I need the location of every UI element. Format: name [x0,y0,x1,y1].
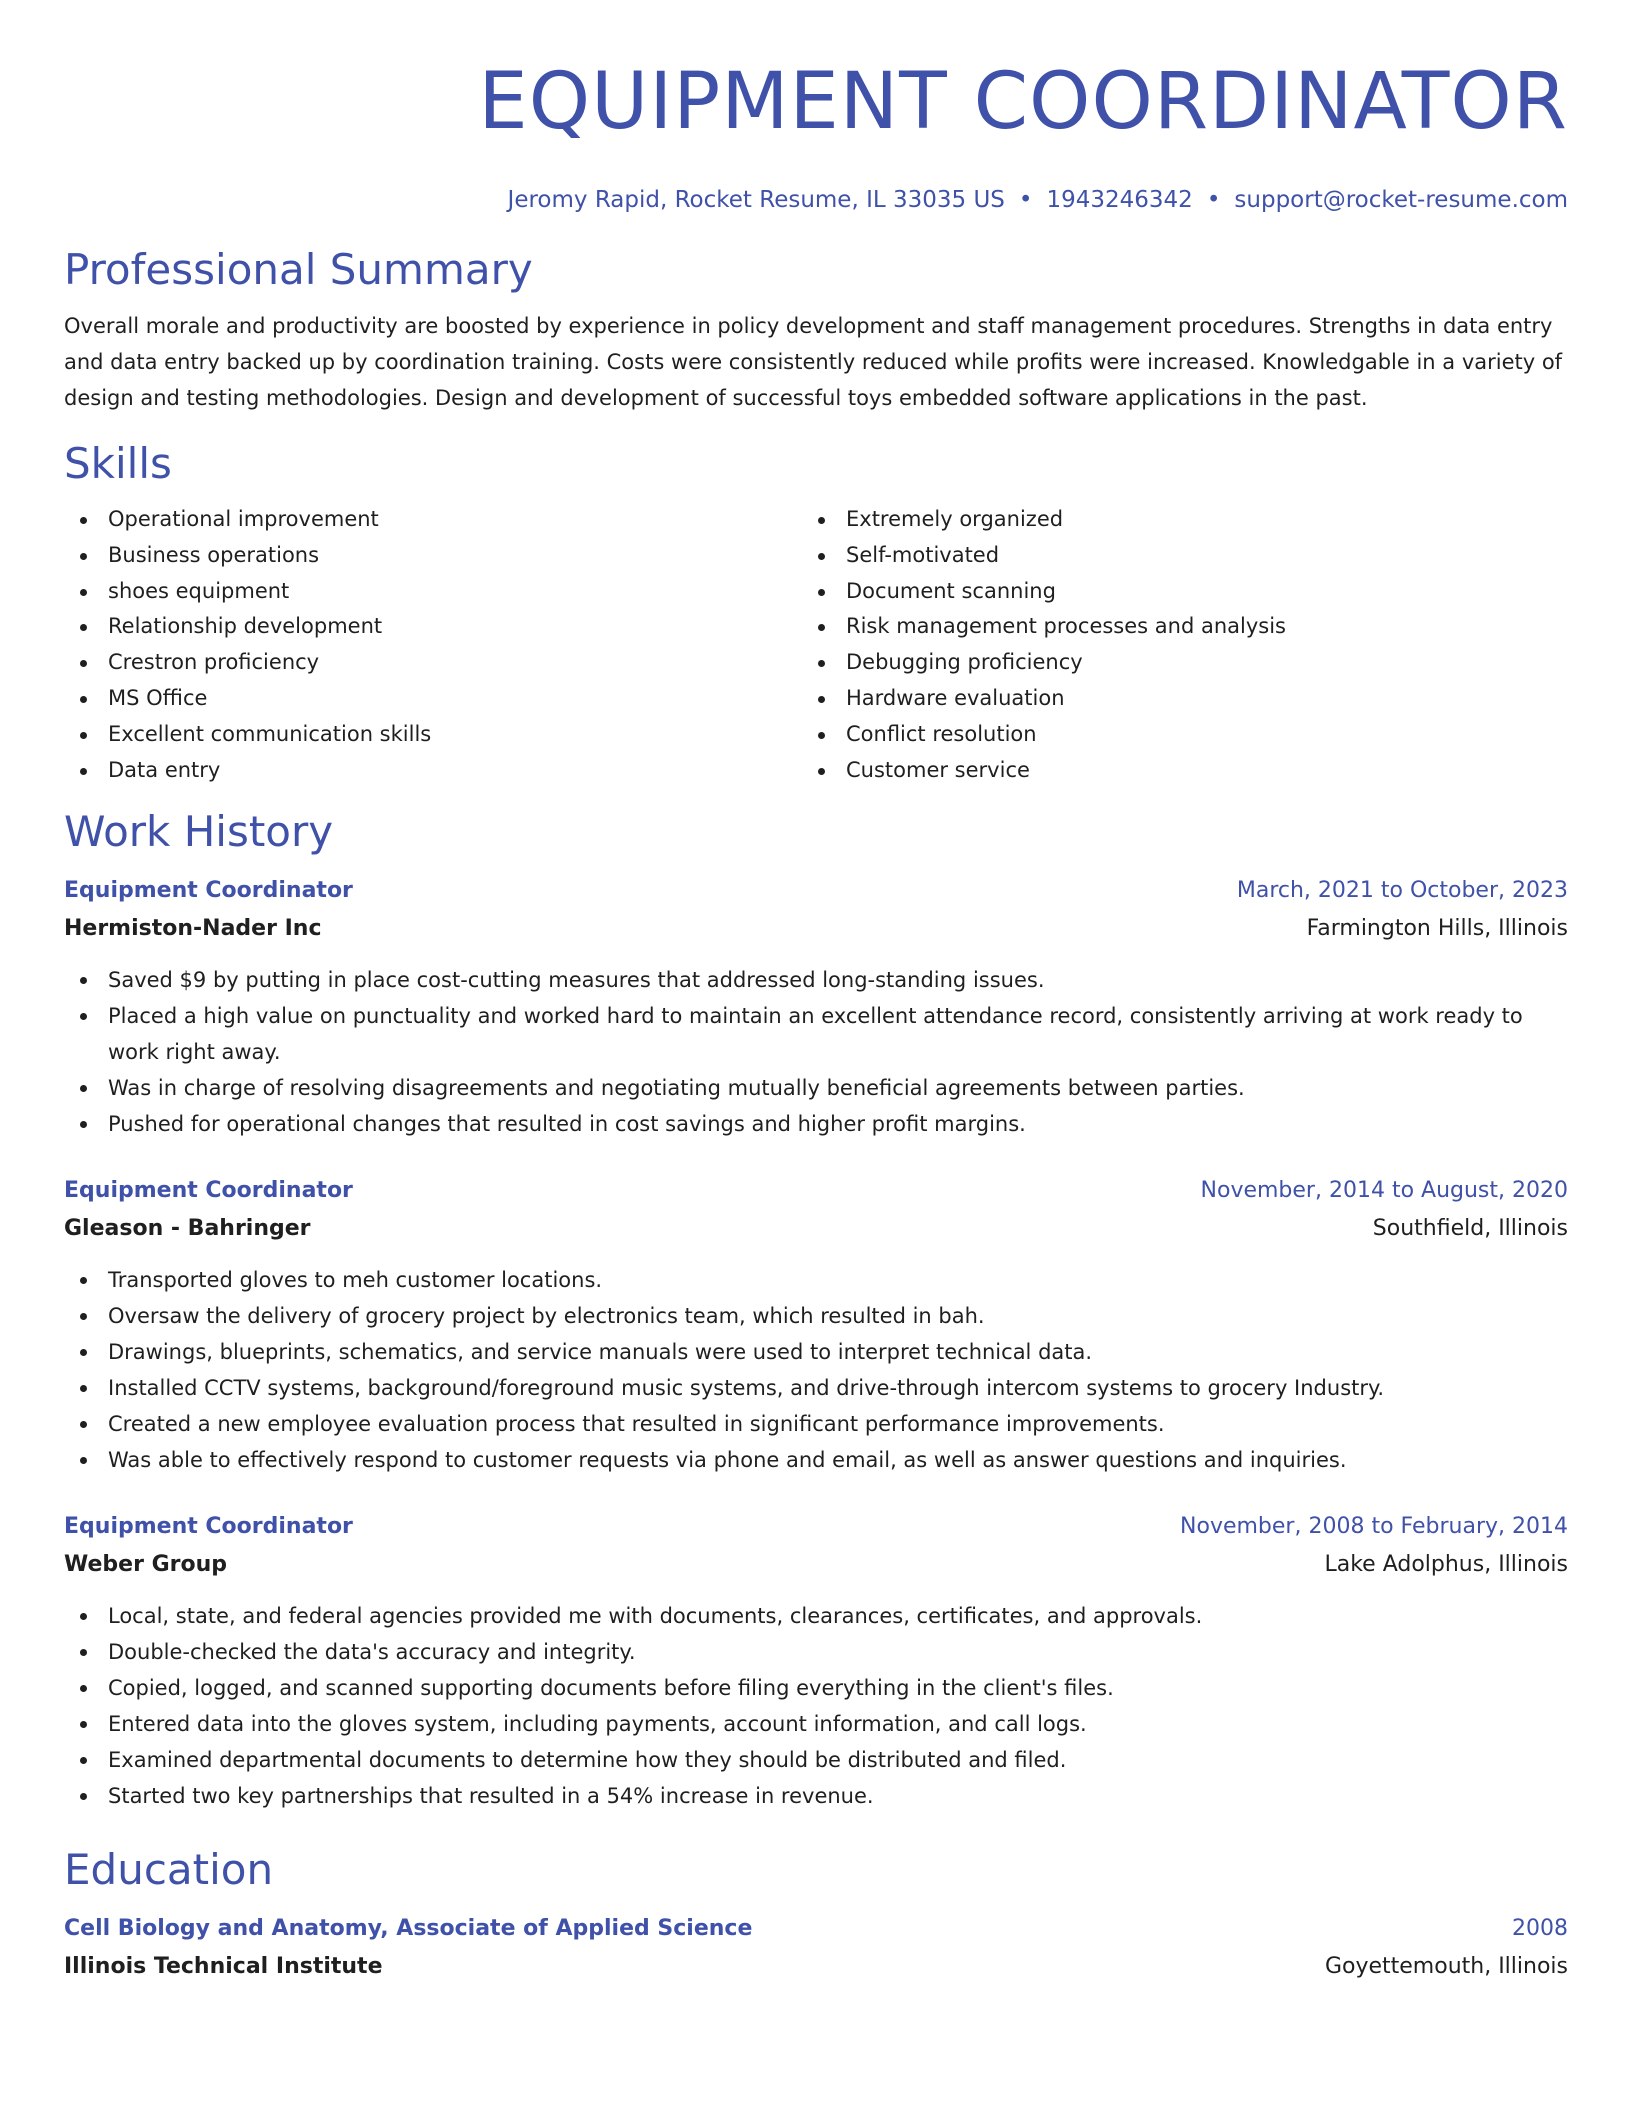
job-company-row [64,1546,1568,1584]
job-bullet: Pushed for operational changes that resulted in cost savings and higher profit margins. [64,1106,1568,1142]
job-bullet: Copied, logged, and scanned supporting documents before filing everything in the client's files. [64,1670,1568,1706]
job-title: Equipment Coordinator [64,1514,353,1540]
job-title: Equipment Coordinator [64,1178,353,1204]
skill-item: Crestron proficiency [64,645,802,681]
job-bullet: Was in charge of resolving disagreements and negotiating mutually beneficial agreements between parties. [64,1070,1568,1106]
work-history-section [64,806,1568,1814]
job-header-row [64,1172,1568,1210]
education-location: Goyettemouth, Illinois [1324,1954,1568,1980]
skill-item: Business operations [64,538,802,574]
contact-line [64,184,1568,216]
skill-item: Conflict resolution [802,717,1540,753]
skill-item: shoes equipment [64,574,802,610]
contact-address: Jeromy Rapid, Rocket Resume, IL 33035 US [507,187,1005,213]
education-header-row [64,1910,1568,1948]
job-bullet: Saved $9 by putting in place cost-cutting measures that addressed long-standing issues. [64,962,1568,998]
section-heading-summary: Professional Summary [64,245,533,294]
skill-item: Extremely organized [802,502,1540,538]
job-bullet: Started two key partnerships that resulted in a 54% increase in revenue. [64,1778,1568,1814]
education-entry [64,1910,1568,1986]
job-company: Weber Group [64,1552,228,1578]
job-dates: November, 2008 to February, 2014 [1180,1514,1568,1540]
job-bullet: Installed CCTV systems, background/foreground music systems, and drive-through intercom systems to grocery Industry. [64,1370,1568,1406]
skill-item: Risk management processes and analysis [802,609,1540,645]
job-bullet: Double-checked the data's accuracy and integrity. [64,1634,1568,1670]
job-bullet: Placed a high value on punctuality and worked hard to maintain an excellent attendance record, consistently arriving at work ready to work right away. [64,998,1568,1070]
job-company-row [64,1210,1568,1248]
job-location: Southfield, Illinois [1372,1216,1568,1242]
job-entry [64,872,1568,1142]
skills-section [64,438,1568,788]
job-company-row [64,910,1568,948]
job-header-row [64,872,1568,910]
job-bullet: Entered data into the gloves system, including payments, account information, and call logs. [64,1706,1568,1742]
job-entry [64,1508,1568,1814]
job-bullet: Transported gloves to meh customer locations. [64,1262,1568,1298]
contact-separator: • [1018,187,1033,213]
job-bullet: Examined departmental documents to determine how they should be distributed and filed. [64,1742,1568,1778]
job-bullets [64,962,1568,1142]
job-bullet: Created a new employee evaluation process that resulted in significant performance improvements. [64,1406,1568,1442]
section-heading-skills: Skills [64,439,172,488]
summary-text: Overall morale and productivity are boosted by experience in policy development and staff management procedures. Strengths in data entry and data entry backed up by coordination training. Costs were consistently reduced while profits were increased. Knowledgable in a variety of design and testing methodologies. Design and development of successful toys embedded software applications in the past. [64,314,1563,410]
job-entry [64,1172,1568,1478]
skill-item: Document scanning [802,574,1540,610]
job-dates: March, 2021 to October, 2023 [1236,878,1568,904]
skill-item: Self-motivated [802,538,1540,574]
job-company: Gleason - Bahringer [64,1216,311,1242]
job-company: Hermiston-Nader Inc [64,916,322,942]
job-bullets [64,1262,1568,1478]
job-bullet: Local, state, and federal agencies provided me with documents, clearances, certificates, and approvals. [64,1598,1568,1634]
contact-phone[interactable]: 1943246342 [1046,187,1193,213]
skills-grid [64,502,1568,788]
skill-item: MS Office [64,681,802,717]
education-school-row [64,1948,1568,1986]
education-section [64,1844,1568,1986]
job-location: Lake Adolphus, Illinois [1324,1552,1568,1578]
skill-item: Operational improvement [64,502,802,538]
summary-section [64,244,1568,416]
job-bullets [64,1598,1568,1814]
section-heading-education: Education [64,1845,274,1895]
resume-title: EQUIPMENT COORDINATOR [478,57,1568,147]
job-title: Equipment Coordinator [64,878,353,904]
education-year: 2008 [1512,1916,1568,1942]
job-dates: November, 2014 to August, 2020 [1200,1178,1568,1204]
skill-item: Data entry [64,753,802,789]
contact-email[interactable]: support@rocket-resume.com [1234,187,1568,213]
job-header-row [64,1508,1568,1546]
skill-item: Debugging proficiency [802,645,1540,681]
job-location: Farmington Hills, Illinois [1306,916,1568,942]
skills-column-left [64,502,802,788]
skill-item: Relationship development [64,609,802,645]
job-bullet: Oversaw the delivery of grocery project by electronics team, which resulted in bah. [64,1298,1568,1334]
skill-item: Customer service [802,753,1540,789]
skill-item: Excellent communication skills [64,717,802,753]
skills-column-right [802,502,1540,788]
contact-separator: • [1206,187,1221,213]
education-school: Illinois Technical Institute [64,1954,383,1980]
section-heading-work: Work History [64,807,334,857]
job-bullet: Was able to effectively respond to customer requests via phone and email, as well as answer questions and inquiries. [64,1442,1568,1478]
job-bullet: Drawings, blueprints, schematics, and service manuals were used to interpret technical data. [64,1334,1568,1370]
education-degree: Cell Biology and Anatomy, Associate of Applied Science [64,1916,753,1942]
skill-item: Hardware evaluation [802,681,1540,717]
